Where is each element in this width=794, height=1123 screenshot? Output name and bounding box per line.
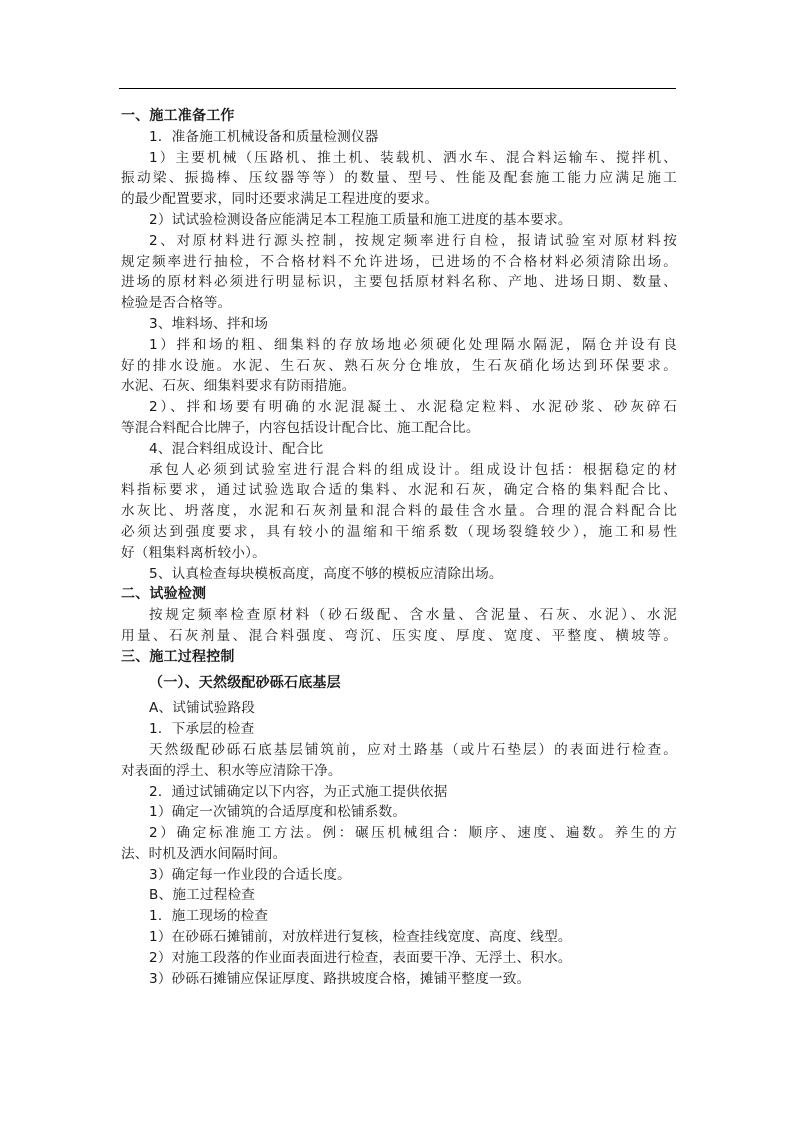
text-line: 好（粗集料离析较小）。 — [121, 544, 266, 561]
text-line: 2）确定标准施工方法。例：碾压机械组合：顺序、速度、遍数。养生的方 — [149, 825, 677, 842]
text-line: A、试铺试验路段 — [149, 700, 256, 717]
text-line: 水泥、石灰、细集料要求有防雨措施。 — [121, 378, 356, 395]
section-heading: 三、施工过程控制 — [121, 648, 235, 665]
text-line: 3）砂砾石摊铺应保证厚度、路拱坡度合格，摊铺平整度一致。 — [149, 970, 531, 987]
document-body — [121, 106, 677, 989]
text-line: 1）主要机械（压路机、推土机、装载机、洒水车、混合料运输车、搅拌机、 — [149, 149, 677, 166]
section-heading: （一）、天然级配砂砾石底基层 — [149, 674, 341, 691]
text-line: 1）拌和场的粗、细集料的存放场地必须硬化处理隔水隔泥，隔仓并设有良 — [149, 336, 677, 353]
text-line: 2）对施工段落的作业面表面进行检查，表面要干净、无浮土、积水。 — [149, 949, 572, 966]
text-line: 按规定频率检查原材料（砂石级配、含水量、含泥量、石灰、水泥）、水泥 — [149, 607, 677, 624]
text-line: 1．准备施工机械设备和质量检测仪器 — [149, 128, 379, 145]
section-heading: 二、试验检测 — [121, 586, 207, 603]
text-line: 2）试试验检测设备应能满足本工程施工质量和施工进度的基本要求。 — [149, 211, 572, 228]
header-rule — [119, 88, 676, 89]
text-line: 对表面的浮土、积水等应清除干净。 — [121, 762, 342, 779]
text-line: B、施工过程检查 — [149, 887, 256, 904]
text-line: 等混合料配合比牌子，内容包括设计配合比、施工配合比。 — [121, 419, 480, 436]
text-line: 1．施工现场的检查 — [149, 908, 269, 925]
text-line: 好的排水设施。水泥、生石灰、熟石灰分仓堆放，生石灰硝化场达到环保要求。 — [121, 357, 677, 374]
text-line: 检验是否合格等。 — [121, 295, 232, 312]
text-line: 水灰比、坍落度，水泥和石灰剂量和混合料的最佳含水量。合理的混合料配合比 — [121, 503, 677, 520]
text-line: 2）、拌和场要有明确的水泥混凝土、水泥稳定粒料、水泥砂浆、砂灰碎石 — [149, 399, 677, 416]
text-line: 承包人必须到试验室进行混合料的组成设计。组成设计包括：根据稳定的材 — [149, 461, 677, 478]
text-line: 3）确定每一作业段的合适长度。 — [149, 866, 351, 883]
text-line: 1．下承层的检查 — [149, 721, 255, 738]
section-heading: 一、施工准备工作 — [121, 108, 235, 124]
text-line: 1）在砂砾石摊铺前，对放样进行复核，检查挂线宽度、高度、线型。 — [149, 929, 572, 946]
text-line: 振动梁、振捣棒、压纹器等等）的数量、型号、性能及配套施工能力应满足施工 — [121, 170, 677, 187]
text-line: 用量、石灰剂量、混合料强度、弯沉、压实度、厚度、宽度、平整度、横坡等。 — [121, 627, 677, 644]
text-line: 2．通过试铺确定以下内容，为正式施工提供依据 — [149, 783, 448, 800]
text-line: 1）确定一次铺筑的合适厚度和松铺系数。 — [149, 804, 407, 821]
text-line: 规定频率进行抽检，不合格材料不允许进场，已进场的不合格材料必须清除出场。 — [121, 253, 677, 270]
text-line: 3、堆料场、拌和场 — [149, 315, 269, 332]
text-line: 天然级配砂砾石底基层铺筑前，应对土路基（或片石垫层）的表面进行检查。 — [149, 741, 677, 758]
text-line: 必须达到强度要求，具有较小的温缩和干缩系数（现场裂缝较少），施工和易性 — [121, 523, 677, 540]
text-line: 法、时机及洒水间隔时间。 — [121, 845, 287, 862]
text-line: 5、认真检查每块模板高度，高度不够的模板应清除出场。 — [149, 565, 503, 582]
text-line: 4、混合料组成设计、配合比 — [149, 440, 324, 457]
text-line: 的最少配置要求，同时还要求满足工程进度的要求。 — [121, 191, 439, 208]
text-line: 料指标要求，通过试验选取合适的集料、水泥和石灰，确定合格的集料配合比、 — [121, 482, 677, 499]
text-line: 进场的原材料必须进行明显标识，主要包括原材料名称、产地、进场日期、数量、 — [121, 274, 677, 291]
text-line: 2、对原材料进行源头控制，按规定频率进行自检，报请试验室对原材料按 — [149, 232, 677, 249]
